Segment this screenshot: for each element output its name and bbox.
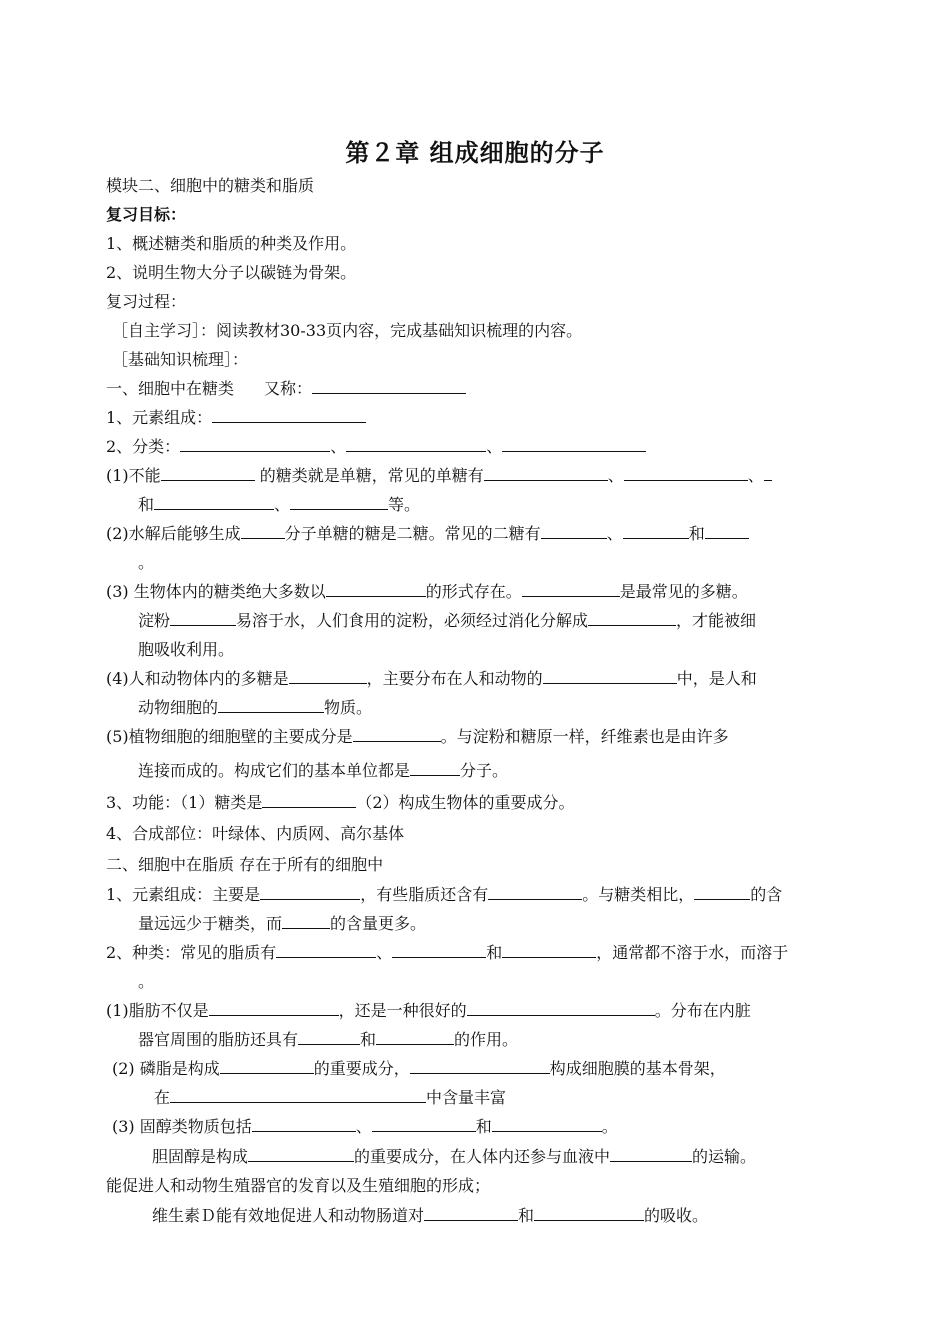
- blank[interactable]: [502, 943, 596, 958]
- blank[interactable]: [541, 524, 607, 539]
- sugar-c3-cont: 淀粉 易溶于水，人们食用的淀粉，必须经过消化分解成 ，才能被细: [138, 611, 757, 630]
- blank[interactable]: [353, 727, 441, 742]
- blank[interactable]: [154, 495, 274, 510]
- page-title: 第２章 组成细胞的分子: [345, 139, 605, 167]
- sugar-c1: (1)不能 的糖类就是单糖，常见的单糖有 、 、: [106, 466, 772, 486]
- blank[interactable]: [372, 1117, 476, 1132]
- lipid-heading: 二、细胞中在脂质 存在于所有的细胞中: [106, 855, 384, 874]
- sugar-c4-cont: 动物细胞的 物质。: [138, 698, 373, 717]
- blank[interactable]: [424, 1206, 518, 1221]
- blank[interactable]: [492, 1117, 602, 1132]
- blank[interactable]: [543, 669, 677, 684]
- blank[interactable]: [289, 669, 367, 684]
- blank[interactable]: [410, 1059, 550, 1074]
- blank[interactable]: [488, 885, 582, 900]
- blank[interactable]: [276, 943, 376, 958]
- sugar-c5-cont: 连接而成的。构成它们的基本单位都是 分子。: [138, 761, 509, 780]
- lipid-elements: 1、元素组成：主要是 ，有些脂质还含有 。与糖类相比， 的含: [106, 885, 783, 904]
- blank[interactable]: [312, 379, 466, 394]
- lipid-cholesterol: 胆固醇是构成 的重要成分，在人体内还参与血液中 的运输。: [152, 1147, 757, 1166]
- sugar-classes: 2、分类： 、 、: [106, 437, 646, 457]
- sugar-c2: (2)水解后能够生成 分子单糖的糖是二糖。常见的二糖有 、 和: [106, 524, 749, 544]
- blank[interactable]: [220, 1059, 314, 1074]
- blank[interactable]: [262, 793, 356, 808]
- lipid-kinds: 2、种类：常见的脂质有 、 和 ，通常都不溶于水，而溶于: [106, 943, 789, 962]
- goals-heading: 复习目标：: [106, 205, 187, 224]
- blank[interactable]: [218, 698, 324, 713]
- sugar-c5: (5)植物细胞的细胞壁的主要成分是 。与淀粉和糖原一样，纤维素也是由许多: [106, 727, 729, 746]
- blank[interactable]: [502, 437, 646, 452]
- blank[interactable]: [212, 408, 366, 423]
- blank[interactable]: [522, 582, 620, 597]
- self-study: ［自主学习］：阅读教材30-33页内容，完成基础知识梳理的内容。: [112, 321, 583, 340]
- blank[interactable]: [624, 466, 748, 481]
- goal-1: 1、概述糖类和脂质的种类及作用。: [106, 234, 357, 253]
- lipid-sterol: (3) 固醇类物质包括 、 和 。: [112, 1117, 618, 1136]
- blank[interactable]: [161, 466, 255, 481]
- blank[interactable]: [326, 582, 426, 597]
- blank[interactable]: [346, 437, 486, 452]
- sugar-c3: (3) 生物体内的糖类绝大多数以 的形式存在。 是最常见的多糖。: [106, 582, 748, 601]
- blank[interactable]: [410, 761, 460, 776]
- sugar-c3-end: 胞吸收利用。: [138, 640, 235, 659]
- blank[interactable]: [764, 466, 772, 481]
- blank[interactable]: [241, 524, 285, 539]
- sugar-function: 3、功能：（1）糖类是 （2）构成生物体的重要成分。: [106, 793, 575, 812]
- lipid-fat: (1)脂肪不仅是 ，还是一种很好的 。分布在内脏: [106, 1001, 751, 1020]
- sugar-heading: 一、细胞中在糖类 又称：: [106, 379, 466, 399]
- sugar-c2-end: 。: [138, 553, 155, 572]
- lipid-sex-hormone: 能促进人和动物生殖器官的发育以及生殖细胞的形成；: [106, 1176, 491, 1195]
- blank[interactable]: [260, 885, 360, 900]
- sugar-elements: 1、元素组成：: [106, 408, 366, 428]
- goal-2: 2、说明生物大分子以碳链为骨架。: [106, 263, 357, 282]
- blank[interactable]: [705, 524, 749, 539]
- lipid-elements-cont: 量远远少于糖类，而 的含量更多。: [138, 914, 427, 933]
- blank[interactable]: [484, 466, 608, 481]
- lipid-fat-cont: 器官周围的脂肪还具有 和 的作用。: [138, 1030, 519, 1049]
- blank[interactable]: [694, 885, 750, 900]
- module-heading: 模块二、细胞中的糖类和脂质: [106, 176, 315, 195]
- blank[interactable]: [534, 1206, 644, 1221]
- basics-heading: ［基础知识梳理］：: [112, 350, 249, 369]
- blank[interactable]: [623, 524, 689, 539]
- sugar-site: 4、合成部位：叶绿体、内质网、高尔基体: [106, 824, 405, 843]
- lipid-kinds-end: 。: [138, 972, 155, 991]
- lipid-vitamin-d: 维生素Ｄ能有效地促进人和动物肠道对 和 的吸收。: [152, 1206, 709, 1225]
- sugar-c1-cont: 和 、 等。: [138, 495, 421, 514]
- blank[interactable]: [252, 1117, 356, 1132]
- blank[interactable]: [610, 1147, 692, 1162]
- blank[interactable]: [248, 1147, 354, 1162]
- blank[interactable]: [170, 1088, 426, 1103]
- blank[interactable]: [180, 437, 330, 452]
- blank[interactable]: [467, 1001, 655, 1016]
- blank[interactable]: [392, 943, 486, 958]
- blank[interactable]: [209, 1001, 339, 1016]
- blank[interactable]: [170, 611, 236, 626]
- lipid-phospholipid: (2) 磷脂是构成 的重要成分， 构成细胞膜的基本骨架，: [112, 1059, 726, 1078]
- blank[interactable]: [376, 1030, 454, 1045]
- blank[interactable]: [290, 495, 388, 510]
- blank[interactable]: [298, 1030, 360, 1045]
- sugar-c4: (4)人和动物体内的多糖是 ，主要分布在人和动物的 中，是人和: [106, 669, 757, 688]
- blank[interactable]: [282, 914, 330, 929]
- lipid-phospholipid-cont: 在 中含量丰富: [154, 1088, 507, 1107]
- blank[interactable]: [588, 611, 676, 626]
- process-heading: 复习过程：: [106, 292, 187, 311]
